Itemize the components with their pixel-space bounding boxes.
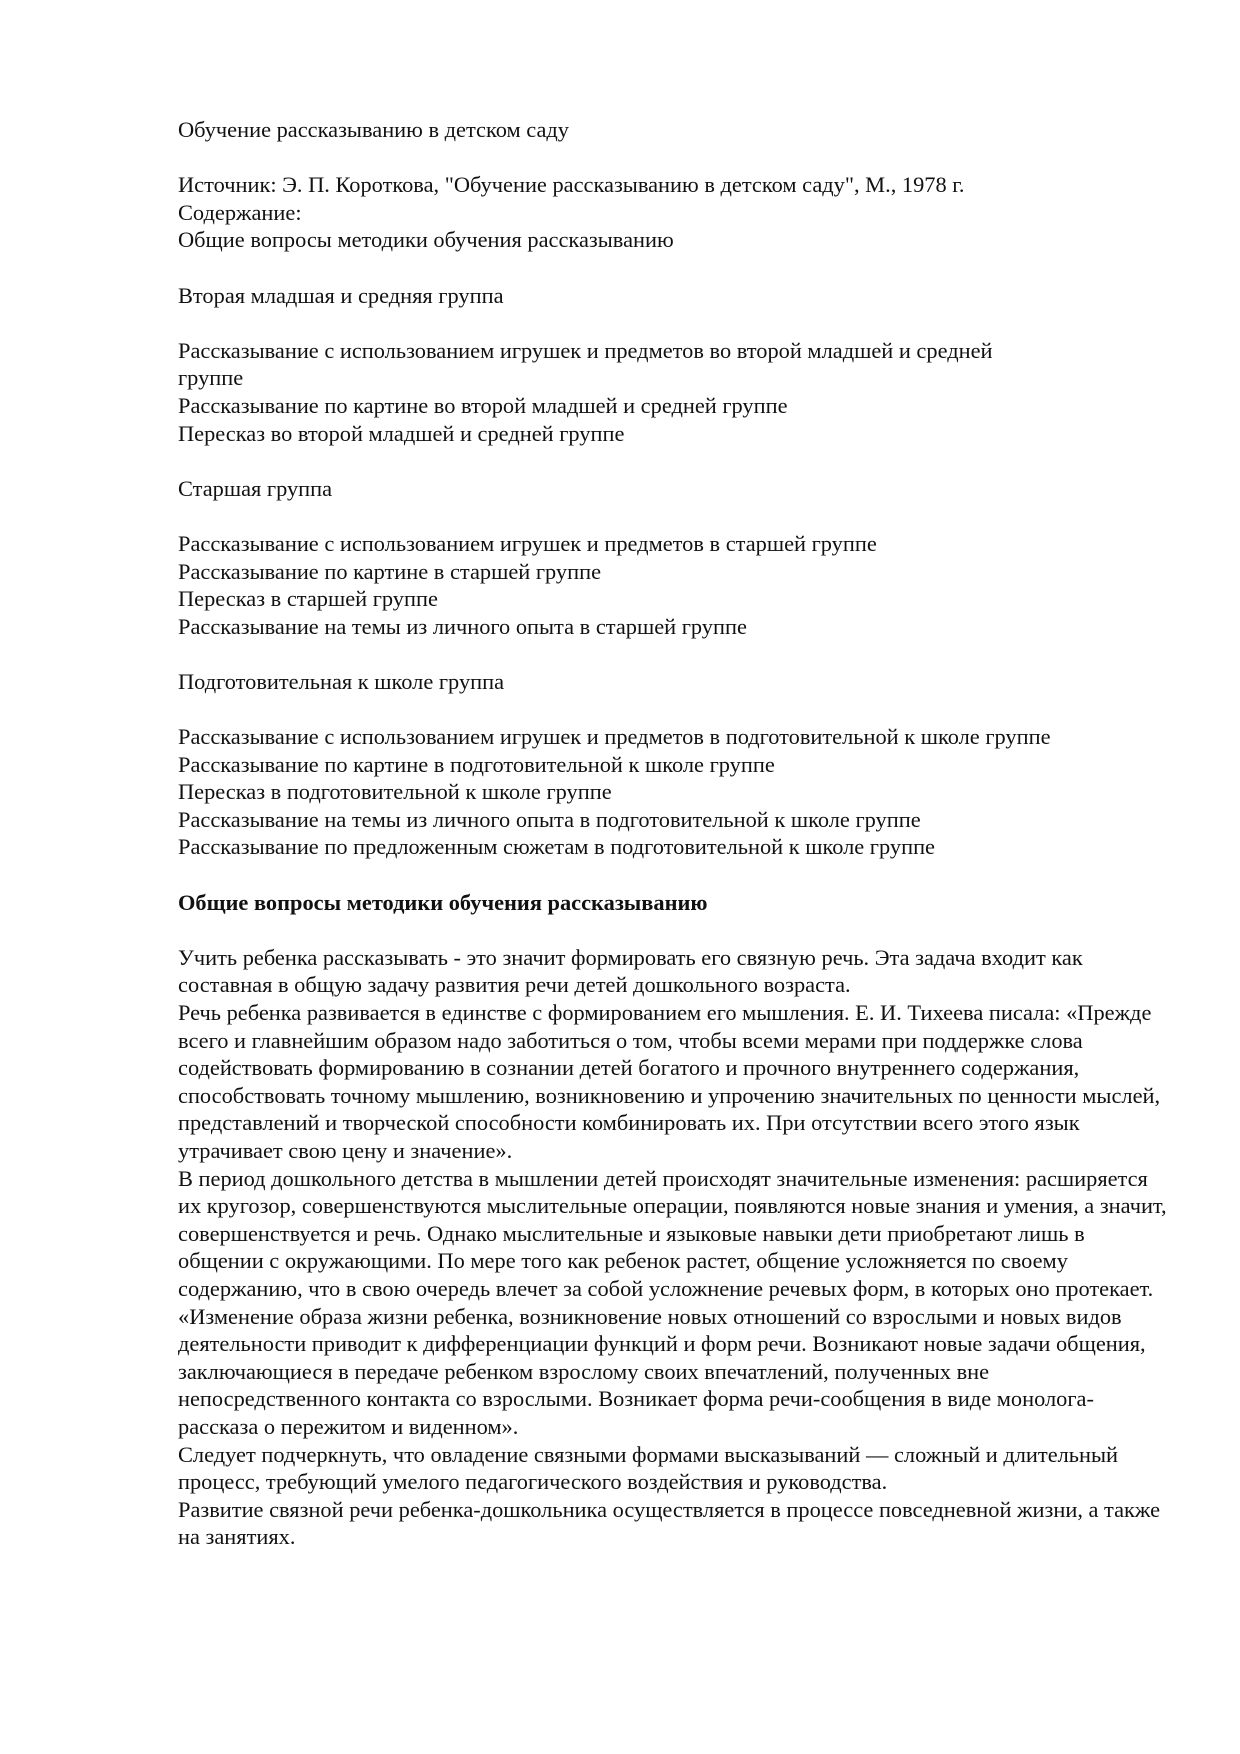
toc-item-link[interactable]: Рассказывание с использованием игрушек и предметов во второй младшей и средней группе <box>178 337 993 391</box>
toc-item-link[interactable]: Рассказывание по картине во второй младшей и средней группе <box>178 392 788 418</box>
toc-item-link[interactable]: Рассказывание на темы из личного опыта в подготовительной к школе группе <box>178 806 921 832</box>
toc-item-link[interactable]: Рассказывание по картине в подготовительной к школе группе <box>178 751 775 777</box>
body-paragraph: Следует подчеркнуть, что овладение связными формами высказываний — сложный и длительный процесс, требующий умелого педагогического воздействия и руководства. <box>178 1441 1119 1495</box>
spacer <box>178 144 1168 172</box>
toc-section-title[interactable]: Старшая группа <box>178 475 333 501</box>
contents-label: Содержание: <box>178 199 302 225</box>
spacer <box>178 695 1168 723</box>
body-paragraph: «Изменение образа жизни ребенка, возникновение новых отношений со взрослыми и новых видов деятельности приводит к дифференциации функций и форм речи. Возникают новые задачи общения, заключающиеся в передаче ребенком взрослому своих впечатлений, полученных вне непосредственного контакта со взрослыми. Возникает форма речи-сообщения в виде монолога-рассказа о пережитом и виденном». <box>178 1303 1146 1439</box>
toc-general-link[interactable]: Общие вопросы методики обучения рассказыванию <box>178 227 674 253</box>
toc-section-title[interactable]: Подготовительная к школе группа <box>178 668 505 694</box>
spacer <box>178 447 1168 475</box>
document-page <box>178 116 1168 1551</box>
toc-item-link[interactable]: Пересказ во второй младшей и средней группе <box>178 420 625 446</box>
toc-item-link[interactable]: Пересказ в подготовительной к школе группе <box>178 779 612 805</box>
body-paragraph: Речь ребенка развивается в единстве с формированием его мышления. Е. И. Тихеева писала: «Прежде всего и главнейшим образом надо заботиться о том, чтобы всеми мерами при поддержке слова содействовать формированию в сознании детей богатого и прочного внутреннего содержания, способствовать точному мышлению, возникновению и упрочению значительных по ценности мыслей, представлений и творческой способности комбинировать их. При отсутствии всего этого язык утрачивает свою цену и значение». <box>178 1000 1161 1163</box>
body-paragraph: В период дошкольного детства в мышлении детей происходят значительные изменения: расширяется их кругозор, совершенствуются мыслительные операции, появляются новые знания и умения, а значит, совершенствуется и речь. Однако мыслительные и языковые навыки дети приобретают лишь в общении с окружающими. По мере того как ребенок растет, общение усложняется по своему содержанию, что в свою очередь влечет за собой усложнение речевых форм, в которых оно протекает. <box>178 1165 1167 1301</box>
toc-item-link[interactable]: Рассказывание с использованием игрушек и предметов в старшей группе <box>178 530 877 556</box>
chapter-heading: Общие вопросы методики обучения рассказыванию <box>178 889 708 915</box>
toc-item-link[interactable]: Рассказывание с использованием игрушек и предметов в подготовительной к школе группе <box>178 724 1051 750</box>
source-citation: Источник: Э. П. Короткова, "Обучение рассказыванию в детском саду", М., 1978 г. <box>178 172 965 198</box>
document-title: Обучение рассказыванию в детском саду <box>178 117 569 142</box>
spacer <box>178 861 1168 889</box>
spacer <box>178 254 1168 282</box>
spacer <box>178 502 1168 530</box>
toc-item-link[interactable]: Пересказ в старшей группе <box>178 586 438 612</box>
toc-item-link[interactable]: Рассказывание по предложенным сюжетам в подготовительной к школе группе <box>178 834 935 860</box>
toc-item-link[interactable]: Рассказывание по картине в старшей группе <box>178 558 602 584</box>
spacer <box>178 640 1168 668</box>
spacer <box>178 916 1168 944</box>
toc-section-title[interactable]: Вторая младшая и средняя группа <box>178 282 504 308</box>
body-paragraph: Учить ребенка рассказывать - это значит формировать его связную речь. Эта задача входит как составная в общую задачу развития речи детей дошкольного возраста. <box>178 944 1083 998</box>
toc-item-link[interactable]: Рассказывание на темы из личного опыта в старшей группе <box>178 613 747 639</box>
body-paragraph: Развитие связной речи ребенка-дошкольника осуществляется в процессе повседневной жизни, а также на занятиях. <box>178 1496 1161 1550</box>
spacer <box>178 309 1168 337</box>
